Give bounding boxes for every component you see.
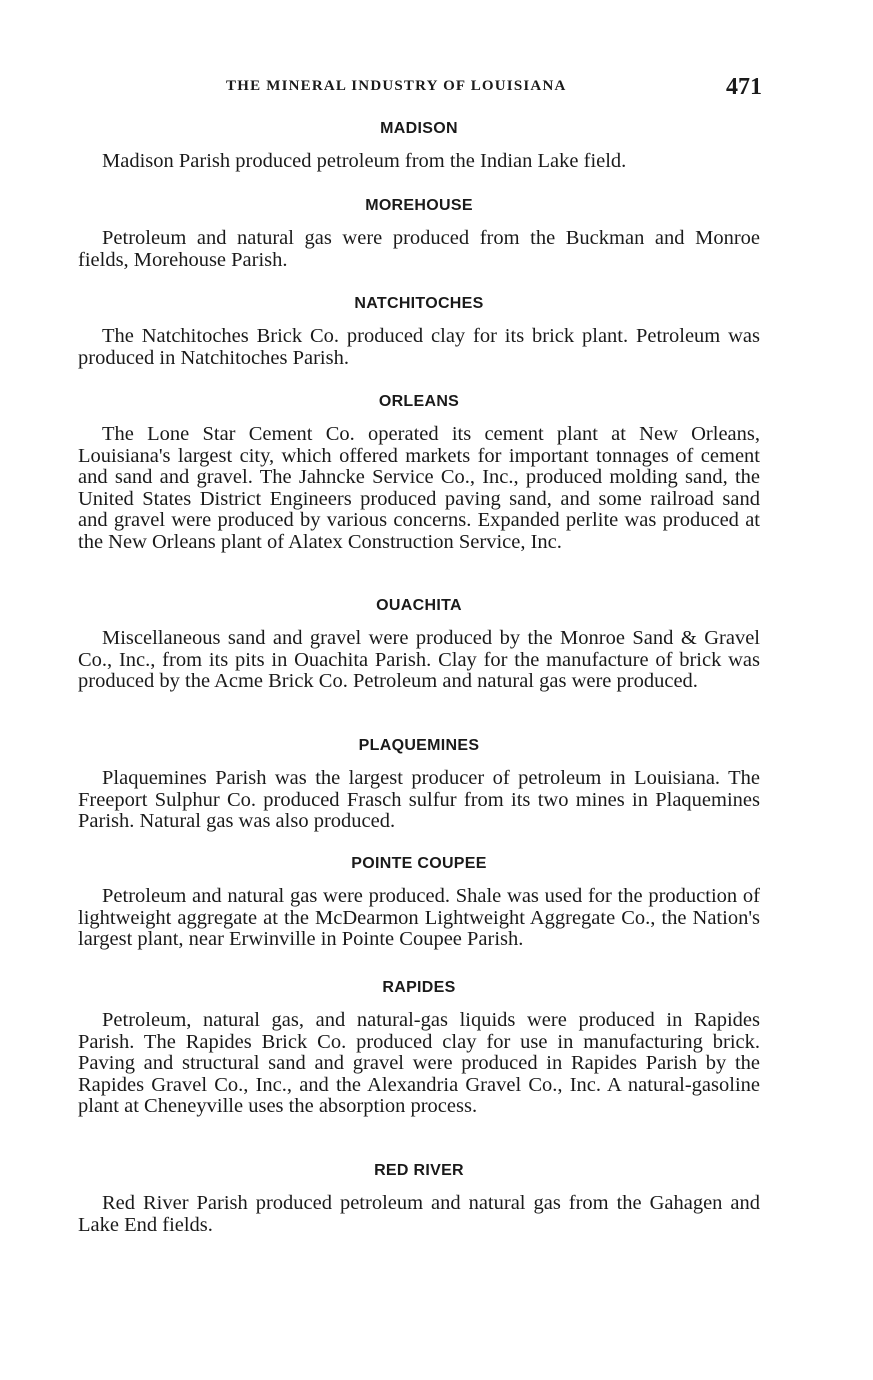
section-heading: MOREHOUSE xyxy=(365,197,473,214)
section-red-river xyxy=(78,1161,760,1236)
section-paragraph: The Lone Star Cement Co. operated its cement plant at New Orleans, Louisiana's largest city, which offered markets for important tonnages of cement and sand and gravel. The Jahncke Service Co., Inc., produced molding sand, the United States District Engineers produced paving sand, and some railroad sand and gravel were produced by various concerns. Expanded perlite was produced at the New Orleans plant of Alatex Construction Service, Inc. xyxy=(78,423,760,553)
section-paragraph: Petroleum and natural gas were produced from the Buckman and Monroe fields, Morehouse Parish. xyxy=(78,227,760,271)
section-heading: ORLEANS xyxy=(378,393,460,410)
section-paragraph: The Natchitoches Brick Co. produced clay for its brick plant. Petroleum was produced in Natchitoches Parish. xyxy=(78,325,760,369)
section-morehouse xyxy=(78,196,760,271)
section-heading: RED RIVER xyxy=(374,1162,464,1179)
section-paragraph: Petroleum and natural gas were produced. Shale was used for the production of lightweight aggregate at the McDearmon Lightweight Aggregate Co., the Nation's largest plant, near Erwinville in Pointe Coupee Parish. xyxy=(78,885,760,950)
section-ouachita xyxy=(78,596,760,693)
section-heading: POINTE COUPEE xyxy=(351,855,487,872)
section-paragraph: Madison Parish produced petroleum from the Indian Lake field. xyxy=(102,150,627,172)
section-natchitoches xyxy=(78,294,760,369)
running-head xyxy=(78,74,762,104)
page-number: 471 xyxy=(726,74,762,100)
section-madison xyxy=(78,119,760,173)
section-paragraph: Red River Parish produced petroleum and natural gas from the Gahagen and Lake End fields. xyxy=(78,1192,760,1236)
section-rapides xyxy=(78,978,760,1118)
section-paragraph: Petroleum, natural gas, and natural-gas liquids were produced in Rapides Parish. The Rapides Brick Co. produced clay for use in manufacturing brick. Paving and structural sand and gravel were produced in Rapides Parish by the Rapides Gravel Co., Inc., and the Alexandria Gravel Co., Inc. A natural-gasoline plant at Cheneyville uses the absorption process. xyxy=(78,1009,760,1117)
section-orleans xyxy=(78,392,760,553)
section-paragraph: Plaquemines Parish was the largest producer of petroleum in Louisiana. The Freeport Sulphur Co. produced Frasch sulfur from its two mines in Plaquemines Parish. Natural gas was also produced. xyxy=(78,767,760,832)
section-heading: RAPIDES xyxy=(382,979,456,996)
section-paragraph: Miscellaneous sand and gravel were produced by the Monroe Sand & Gravel Co., Inc., from its pits in Ouachita Parish. Clay for the manufacture of brick was produced by the Acme Brick Co. Petroleum and natural gas were produced. xyxy=(78,627,760,692)
section-heading: OUACHITA xyxy=(376,597,462,614)
section-heading: NATCHITOCHES xyxy=(354,295,484,312)
section-plaquemines xyxy=(78,736,760,833)
section-heading: PLAQUEMINES xyxy=(358,737,480,754)
running-title: THE MINERAL INDUSTRY OF LOUISIANA xyxy=(226,78,567,94)
section-pointe-coupee xyxy=(78,854,760,951)
section-heading: MADISON xyxy=(380,120,458,137)
